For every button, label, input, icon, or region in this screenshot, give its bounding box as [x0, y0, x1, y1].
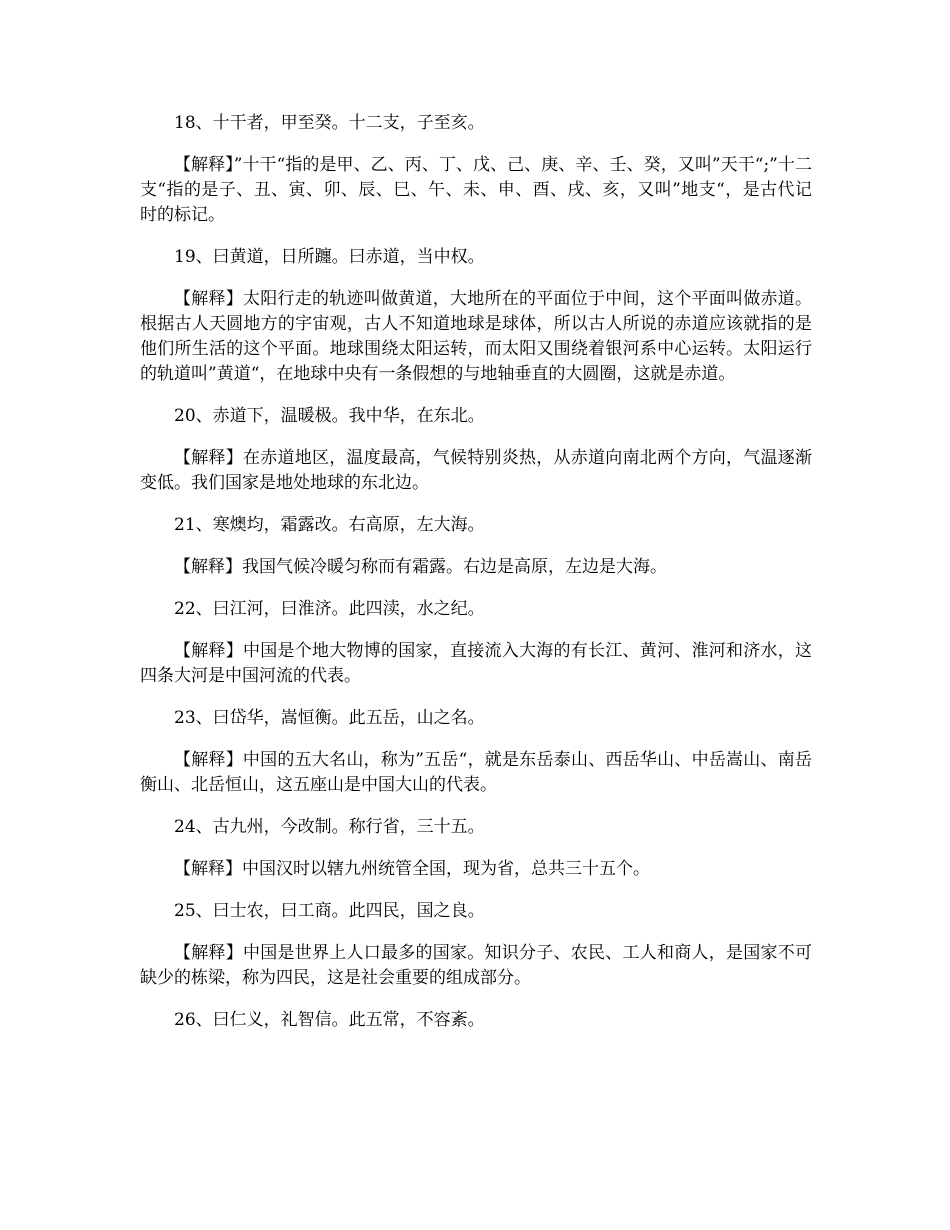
verse-22: 22、曰江河，曰淮济。此四渎，水之纪。	[174, 599, 485, 619]
verse-23: 23、曰岱华，嵩恒衡。此五岳，山之名。	[174, 708, 485, 728]
document-body	[140, 111, 812, 1050]
verse-19: 19、曰黄道，日所躔。曰赤道，当中权。	[174, 247, 485, 267]
verse-26: 26、曰仁义，礼智信。此五常，不容紊。	[174, 1010, 485, 1030]
verse-24: 24、古九州，今改制。称行省，三十五。	[174, 817, 485, 837]
verse-21: 21、寒燠均，霜露改。右高原，左大海。	[174, 515, 485, 535]
verse-25: 25、曰士农，曰工商。此四民，国之良。	[174, 901, 485, 921]
explanation-20: 【解释】在赤道地区，温度最高，气候特别炎热，从赤道向南北两个方向，气温逐渐变低。我们国家是地处地球的东北边。	[140, 448, 812, 493]
explanation-18: 【解释】”十干“指的是甲、乙、丙、丁、戊、己、庚、辛、壬、癸，又叫”天干“;”十二支“指的是子、丑、寅、卯、辰、巳、午、未、申、酉、戌、亥，又叫”地支“，是古代记时的标记。	[140, 155, 812, 225]
explanation-24: 【解释】中国汉时以辖九州统管全国，现为省，总共三十五个。	[174, 859, 650, 879]
explanation-23: 【解释】中国的五大名山，称为”五岳“，就是东岳泰山、西岳华山、中岳嵩山、南岳衡山、北岳恒山，这五座山是中国大山的代表。	[140, 750, 812, 795]
explanation-21: 【解释】我国气候冷暖匀称而有霜露。右边是高原，左边是大海。	[174, 557, 667, 577]
verse-20: 20、赤道下，温暖极。我中华，在东北。	[174, 406, 485, 426]
verse-18: 18、十干者，甲至癸。十二支，子至亥。	[174, 113, 485, 133]
explanation-25: 【解释】中国是世界上人口最多的国家。知识分子、农民、工人和商人，是国家不可缺少的栋梁，称为四民，这是社会重要的组成部分。	[140, 943, 812, 988]
explanation-22: 【解释】中国是个地大物博的国家，直接流入大海的有长江、黄河、淮河和济水，这四条大河是中国河流的代表。	[140, 641, 812, 686]
explanation-19: 【解释】太阳行走的轨迹叫做黄道，大地所在的平面位于中间，这个平面叫做赤道。根据古人天圆地方的宇宙观，古人不知道地球是球体，所以古人所说的赤道应该就指的是他们所生活的这个平面。地球围绕太阳运转，而太阳又围绕着银河系中心运转。太阳运行的轨道叫”黄道“，在地球中央有一条假想的与地轴垂直的大圆圈，这就是赤道。	[140, 289, 812, 384]
